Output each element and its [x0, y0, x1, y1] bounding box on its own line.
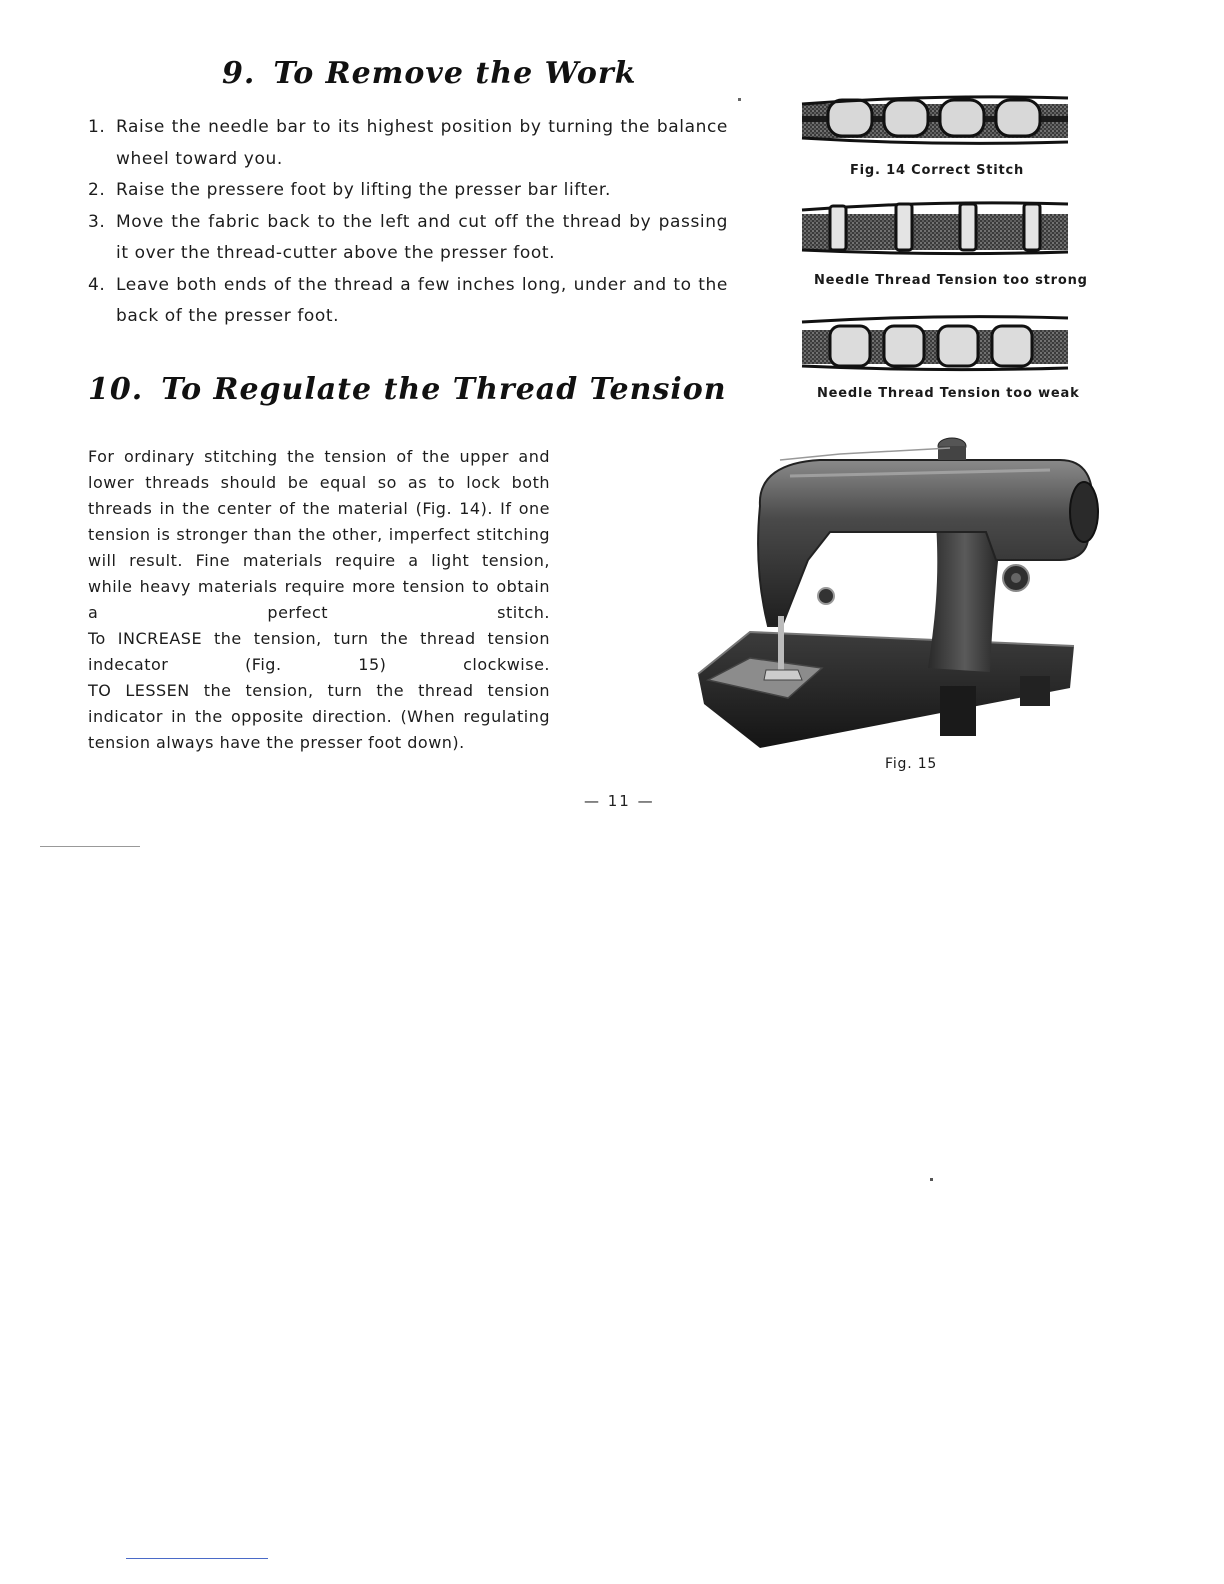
- step-item: [88, 112, 728, 175]
- step-number: 4.: [88, 274, 106, 295]
- remove-work-steps: [88, 112, 728, 333]
- step-text: Raise the needle bar to its highest position by turning the balance wheel toward you.: [116, 117, 728, 169]
- section-10-heading: [88, 372, 727, 407]
- section-9-heading: [222, 56, 636, 91]
- page-number: — 11 —: [584, 792, 655, 810]
- tension-too-strong-illustration: [800, 198, 1070, 260]
- scan-mark: [40, 846, 140, 847]
- step-number: 2.: [88, 180, 106, 200]
- section-10-number: 10.: [88, 372, 144, 407]
- step-item: [88, 270, 728, 333]
- tension-too-weak-illustration: [800, 312, 1070, 374]
- step-text: Leave both ends of the thread a few inches long, under and to the back of the presser foot.: [116, 274, 728, 326]
- paragraph: TO LESSEN the tension, turn the thread tension indicator in the opposite direction. (When regulating tension always have the presser foot down).: [88, 681, 550, 752]
- step-item: [88, 207, 728, 270]
- fig-14-caption: Fig. 14 Correct Stitch: [850, 163, 1025, 178]
- step-number: 1.: [88, 117, 106, 137]
- scan-mark: [738, 98, 741, 101]
- paragraph: To INCREASE the tension, turn the thread tension indecator (Fig. 15) clockwise.: [88, 629, 550, 674]
- section-9-number: 9.: [222, 56, 256, 91]
- sewing-machine-illustration: [690, 436, 1100, 752]
- correct-stitch-illustration: [800, 90, 1070, 152]
- strong-tension-caption: Needle Thread Tension too strong: [814, 273, 1088, 288]
- scan-mark: [930, 1178, 933, 1181]
- thread-tension-text: [88, 444, 550, 756]
- step-number: 3.: [88, 211, 106, 232]
- paragraph: For ordinary stitching the tension of the upper and lower threads should be equal so as to lock both threads in the center of the material (Fig. 14). If one tension is stronger than the other, imperfect stitching will result. Fine materials require a light tension, while heavy materials require more tension to obtain a perfect stitch.: [88, 447, 550, 622]
- section-9-title: To Remove the Work: [273, 56, 637, 91]
- step-text: Move the fabric back to the left and cut off the thread by passing it over the thread-cutter above the presser foot.: [116, 211, 728, 263]
- step-text: Raise the pressere foot by lifting the presser bar lifter.: [116, 180, 611, 200]
- section-10-title: To Regulate the Thread Tension: [161, 372, 727, 407]
- weak-tension-caption: Needle Thread Tension too weak: [817, 386, 1080, 401]
- scan-mark: [126, 1558, 268, 1559]
- step-item: [88, 175, 728, 207]
- fig-15-caption: Fig. 15: [885, 756, 938, 772]
